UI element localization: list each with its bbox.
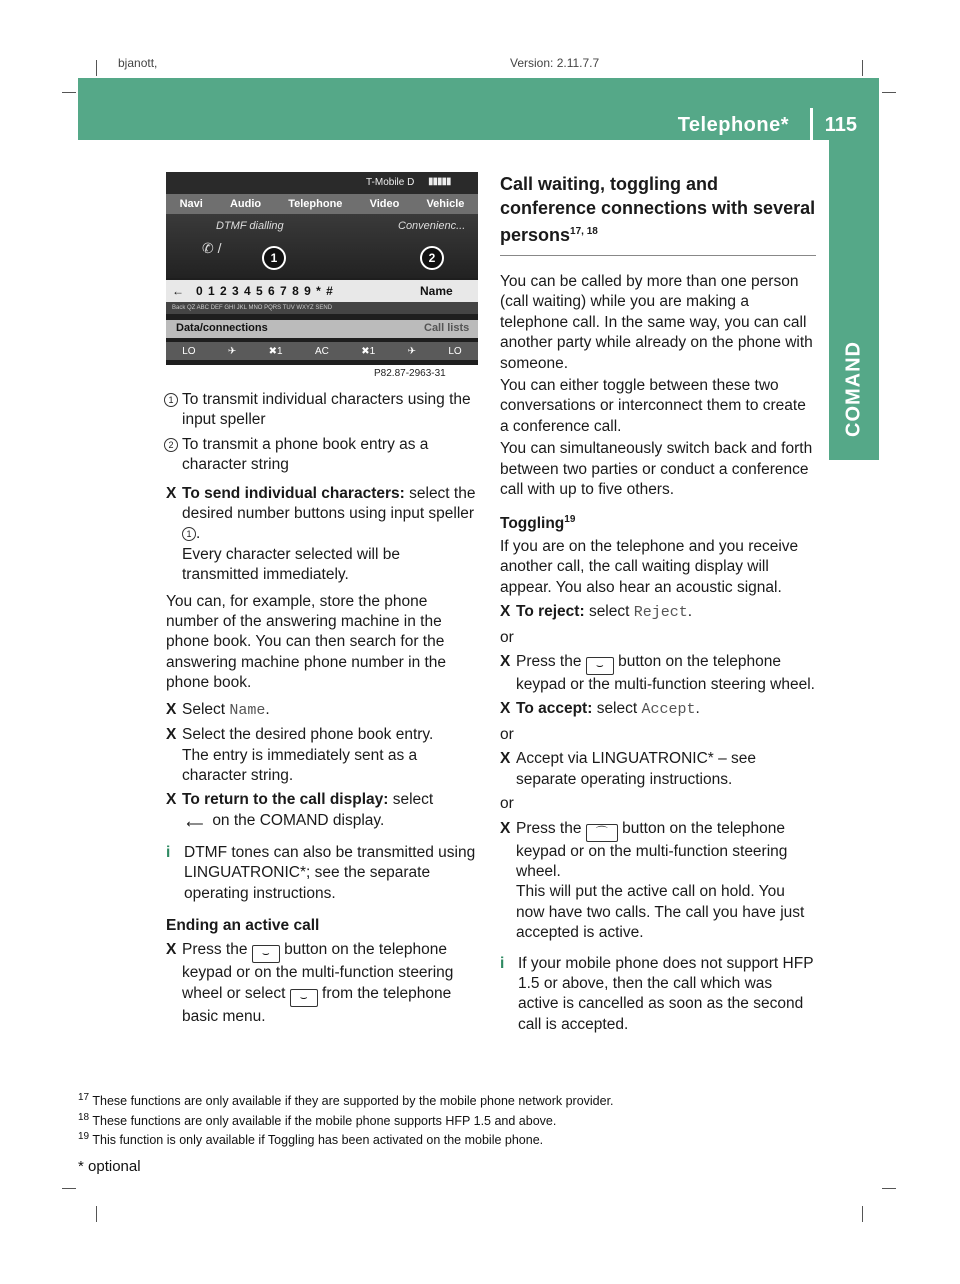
info-icon: i: [166, 843, 171, 861]
step-reject: X To reject: select Reject.: [500, 603, 693, 622]
shot-keys-row: [166, 280, 478, 302]
heading-rule: [500, 255, 816, 256]
end-call-icon: ⌣: [252, 945, 280, 963]
paragraph: If you are on the telephone and you receive another call, the call waiting display will appear. You also hear an acoustic signal.: [500, 538, 799, 596]
climate-item: ✈: [407, 345, 416, 357]
climate-item: LO: [182, 345, 196, 357]
phone-icon: ✆ /: [202, 240, 222, 256]
crop-mark: [862, 60, 863, 76]
climate-item: AC: [315, 345, 329, 357]
optional-note: * optional: [78, 1158, 141, 1175]
step-accept-voice: X Accept via LINGUATRONIC* – see separate operating instructions.: [500, 750, 757, 788]
meta-right: Version: 2.11.7.7: [510, 56, 600, 70]
footnote-17: $^{17}$ These functions are only available if they are supported by the mobile phone network provider.: [78, 1092, 614, 1109]
step-accept-after: This will put the active call on hold. You now have two calls. The call you have just accepted is active.: [516, 883, 805, 942]
crop-mark: [62, 92, 76, 93]
page-header: [78, 78, 879, 140]
info-dtmf: i DTMF tones can also be transmitted using LINGUATRONIC*; see the separate operating instructions.: [166, 843, 476, 902]
step-entry-after: The entry is immediately sent as a character string.: [182, 746, 418, 784]
crop-mark: [882, 92, 896, 93]
or-label: or: [500, 795, 514, 813]
status-text: T-Mobile D: [366, 177, 415, 188]
crop-mark: [862, 1206, 863, 1222]
keys-label: 0 1 2 3 4 5 6 7 8 9 * #: [196, 284, 334, 298]
callout-1: 1: [262, 246, 286, 270]
meta-left: bjanott,: [118, 56, 158, 70]
accept-call-icon: ⌒: [586, 824, 618, 842]
left-column: [166, 390, 480, 1031]
side-tab-label: COMAND: [842, 341, 865, 437]
heading-ending-call: Ending an active call: [166, 916, 320, 934]
footnote-19: $^{19}$ This function is only available if Toggling has been activated on the mobile phone.: [78, 1131, 544, 1148]
menu-item: Audio: [229, 198, 262, 210]
dtmf-title: DTMF dialling: [216, 220, 284, 232]
or-label: or: [500, 725, 514, 743]
end-call-icon: ⌣: [586, 657, 614, 675]
data-connections-label: Data/connections: [176, 322, 268, 334]
crop-mark: [96, 1206, 97, 1222]
step-select-entry: X Select the desired phone book entry.: [166, 726, 434, 744]
signal-icon: ▮▮▮▮▮: [428, 176, 451, 187]
back-key-icon: ⟵: [186, 816, 204, 831]
shot-status-bar: [166, 172, 478, 194]
back-arrow-icon: ←: [172, 284, 184, 298]
paragraph: You can either toggle between these two conversations or interconnect them to create a conference call.: [500, 377, 806, 435]
climate-item: ✖1: [268, 345, 283, 357]
step-send-after: Every character selected will be transmitted immediately.: [182, 545, 400, 584]
comand-screenshot: [166, 172, 478, 365]
menu-item: Vehicle: [426, 198, 465, 210]
crop-mark: [96, 60, 97, 76]
step-press-accept: X Press the ⌒ button on the telephone keypad or on the multi-function steering wheel.: [500, 819, 788, 880]
end-call-icon: ⌣: [290, 989, 318, 1007]
info-hfp: i If your mobile phone does not support HFP 1.5 or above, then the call which was active is cancelled as soon as the second call is accepted.: [500, 954, 814, 1033]
page-title: Telephone*: [677, 114, 789, 136]
paragraph: You can simultaneously switch back and forth between two parties or conduct a conference call with up to five others.: [500, 440, 813, 499]
side-tab: [829, 318, 879, 460]
climate-item: ✈: [227, 345, 237, 357]
convenience-label: Convenienc...: [398, 220, 466, 232]
callout-item-1: 1 To transmit individual characters using the input speller: [166, 390, 480, 431]
step-press-end: X Press the ⌣ button on the telephone keypad or the multi-function steering wheel.: [500, 653, 815, 694]
or-label: or: [500, 628, 514, 646]
page-number: 115: [824, 114, 857, 136]
step-return: X To return to the call display: select ⟵ on the COMAND display.: [166, 791, 434, 831]
callout-2: 2: [420, 246, 444, 270]
info-icon: i: [500, 954, 505, 972]
side-block: [829, 140, 879, 318]
menu-item: Video: [369, 198, 400, 210]
shot-menu: [166, 194, 478, 214]
footnote-18: $^{18}$ These functions are only available if the mobile phone supports HFP 1.5 and above.: [78, 1112, 557, 1129]
climate-item: LO: [448, 345, 462, 357]
paragraph: You can be called by more than one person (call waiting) while you are making a telephone call. In the same way, you can call another party while already on the phone with someone.: [500, 273, 813, 372]
crop-mark: [62, 1188, 76, 1189]
name-key: Name: [420, 284, 453, 298]
crop-mark: [882, 1188, 896, 1189]
menu-item: Telephone: [288, 198, 343, 210]
climate-item: ✖1: [361, 345, 376, 357]
header-divider: [810, 108, 813, 140]
menu-item: Navi: [179, 198, 203, 210]
shot-data-row: [166, 320, 478, 338]
callout-item-2: 2 To transmit a phone book entry as a character string: [166, 435, 480, 476]
shot-climate-row: [166, 342, 478, 360]
call-lists-label: Call lists: [424, 322, 470, 334]
paragraph-answering-machine: You can, for example, store the phone number of the answering machine in the phone book. You can then search for the answering machine phone number in the phone book.: [166, 592, 447, 692]
step-send-characters: X To send individual characters: select the desired number buttons using input speller 1 .: [166, 484, 476, 543]
section-heading: Call waiting, toggling and conference connections with several persons$^{17, 18}$: [500, 174, 816, 245]
step-end-call: X Press the ⌣ button on the telephone keypad or on the multi-function steering wheel or select ⌣ from the telephone basic menu.: [166, 941, 454, 1025]
heading-toggling: Toggling$^{19}$: [500, 514, 576, 533]
step-select-name: X Select Name.: [166, 700, 270, 719]
screenshot-code: P82.87-2963-31: [374, 368, 446, 379]
right-column: [500, 172, 816, 1039]
step-accept: X To accept: select Accept.: [500, 700, 700, 719]
shot-small-row: Back QZ ABC DEF GHI JKL MNO PQRS TUV WXYZ SEND: [166, 302, 478, 314]
